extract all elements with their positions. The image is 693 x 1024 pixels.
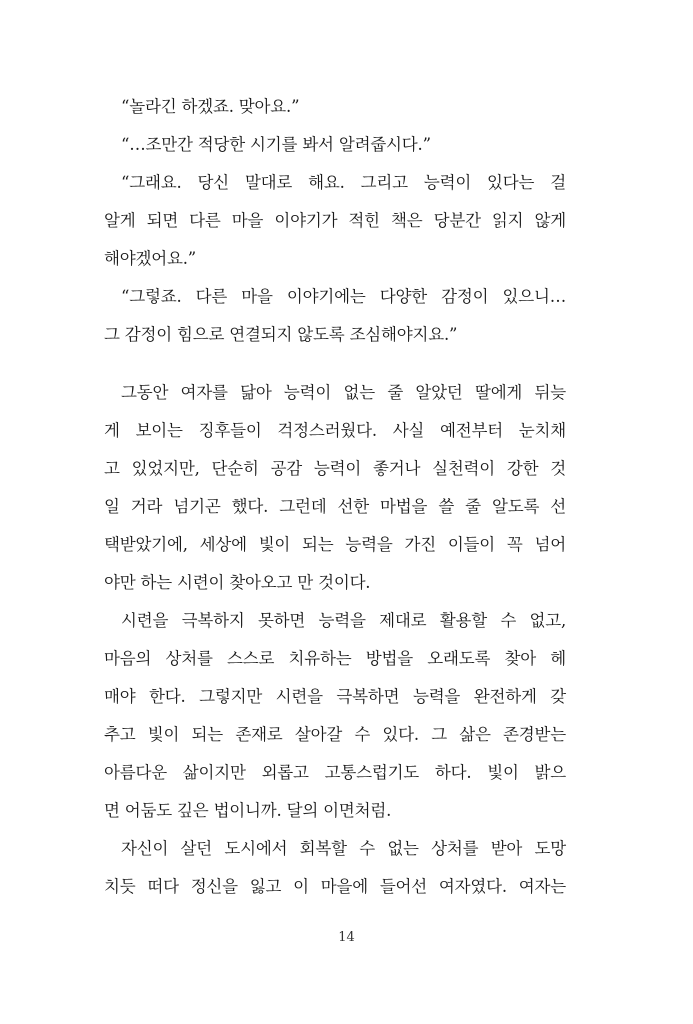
page-number: 14 bbox=[338, 930, 355, 945]
text-line: 해야겠어요.” bbox=[104, 249, 196, 268]
text-line: 시련을 극복하지 못하면 능력을 제대로 활용할 수 없고, bbox=[121, 611, 566, 630]
text-line: 게 보이는 징후들이 걱정스러웠다. 사실 예전부터 눈치채 bbox=[104, 421, 566, 440]
text-line: 고 있었지만, 단순히 공감 능력이 좋거나 실천력이 강한 것 bbox=[104, 459, 566, 478]
text-line: “그래요. 당신 말대로 해요. 그리고 능력이 있다는 걸 bbox=[121, 173, 566, 192]
text-line: 아름다운 삶이지만 외롭고 고통스럽기도 하다. 빛이 밝으 bbox=[104, 763, 566, 782]
dialogue-section bbox=[104, 88, 566, 354]
text-line: “그렇죠. 다른 마을 이야기에는 다양한 감정이 있으니… bbox=[121, 287, 566, 306]
text-line: 마음의 상처를 스스로 치유하는 방법을 오래도록 찾아 헤 bbox=[104, 649, 566, 668]
text-line: 일 거라 넘기곤 했다. 그런데 선한 마법을 쓸 줄 알도록 선 bbox=[104, 497, 566, 516]
text-line: 알게 되면 다른 마을 이야기가 적힌 책은 당분간 읽지 않게 bbox=[104, 211, 566, 230]
text-line: 택받았기에, 세상에 빛이 되는 능력을 가진 이들이 꼭 넘어 bbox=[104, 535, 566, 554]
text-line: 치듯 떠다 정신을 잃고 이 마을에 들어선 여자였다. 여자는 bbox=[104, 877, 566, 896]
text-line: 면 어둠도 깊은 법이니까. 달의 이면처럼. bbox=[104, 801, 392, 820]
text-line: 자신이 살던 도시에서 회복할 수 없는 상처를 받아 도망 bbox=[121, 839, 566, 858]
text-line: 매야 한다. 그렇지만 시련을 극복하면 능력을 완전하게 갖 bbox=[104, 687, 566, 706]
narrative-section bbox=[104, 374, 566, 906]
text-line: 그 감정이 힘으로 연결되지 않도록 조심해야지요.” bbox=[104, 325, 458, 344]
text-line: 그동안 여자를 닮아 능력이 없는 줄 알았던 딸에게 뒤늦 bbox=[121, 383, 566, 402]
text-line: “놀라긴 하겠죠. 맞아요.” bbox=[121, 97, 300, 116]
text-line: 야만 하는 시련이 찾아오고 만 것이다. bbox=[104, 573, 371, 592]
text-line: “…조만간 적당한 시기를 봐서 알려줍시다.” bbox=[121, 135, 431, 154]
text-line: 추고 빛이 되는 존재로 살아갈 수 있다. 그 삶은 존경받는 bbox=[104, 725, 566, 744]
